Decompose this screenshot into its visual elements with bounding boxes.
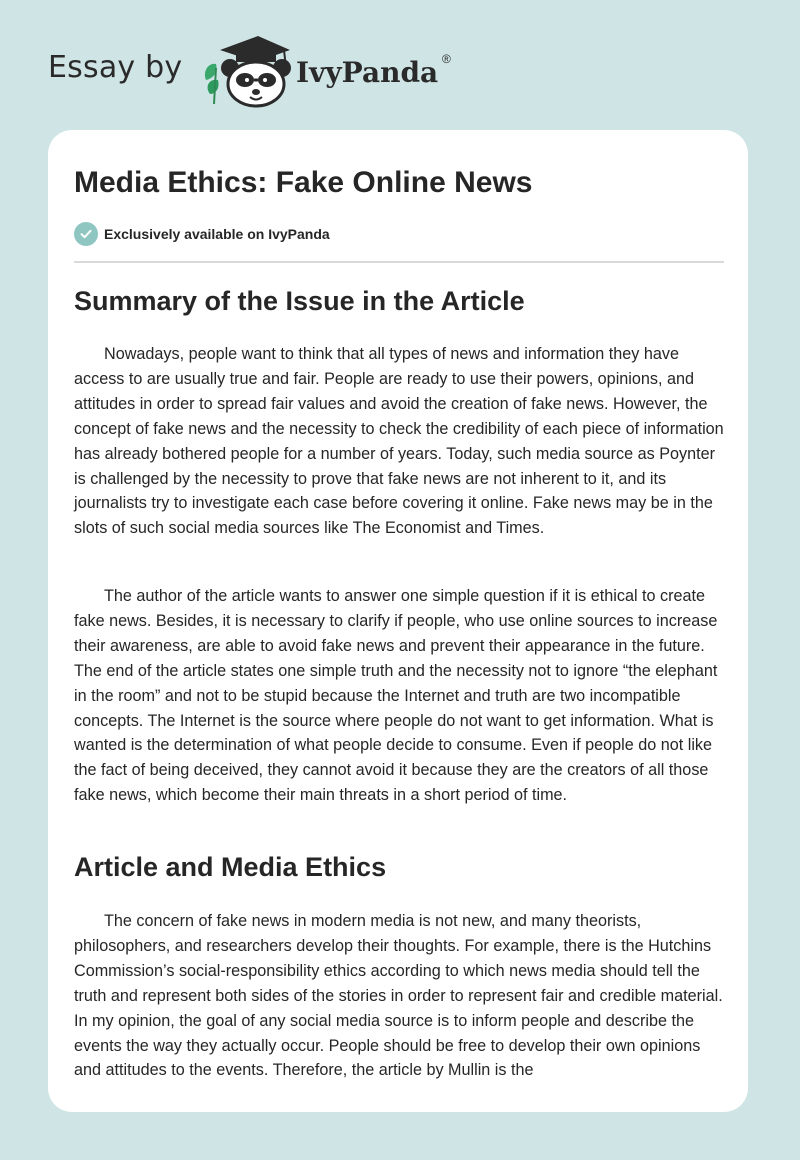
essay-by-label: Essay by xyxy=(48,50,183,85)
title-divider xyxy=(74,261,724,263)
exclusive-badge-label: Exclusively available on IvyPanda xyxy=(104,226,330,242)
brand-name[interactable]: IvyPanda xyxy=(296,56,439,89)
registered-mark: ® xyxy=(442,52,451,66)
page-title: Media Ethics: Fake Online News xyxy=(74,166,533,199)
exclusive-badge xyxy=(74,221,330,247)
paragraph: The concern of fake news in modern media is not new, and many theorists, philosophers, and researchers develop their thoughts. For example, there is the Hutchins Commission’s social-responsibility ethics according to which news media should tell the truth and represent both sides of the stories in order to represent fair and credible material. In my opinion, the goal of any social media source is to inform people and describe the events the way they actually occur. People should be free to develop their own opinions and attitudes to the events. Therefore, the article by Mullin is the xyxy=(74,912,723,1080)
paragraph: The author of the article wants to answer one simple question if it is ethical to create fake news. Besides, it is necessary to clarify if people, who use online sources to increase their awareness, are able to avoid fake news and prevent their appearance in the future. The end of the article states one simple truth and the necessity not to ignore “the elephant in the room” and not to be stupid because the Internet and truth are two incompatible concepts. The Internet is the source where people do not want to get information. What is wanted is the determination of what people decide to consume. Even if people do not like the fact of being deceived, they cannot avoid it because they are the creators of all those fake news, which become their main threats in a short period of time. xyxy=(74,587,718,805)
site-header xyxy=(48,30,752,110)
panda-logo-icon[interactable] xyxy=(200,34,292,108)
paragraph: Nowadays, people want to think that all types of news and information they have access to are usually true and fair. People are ready to use their powers, opinions, and attitudes in order to spread fair values and avoid the creation of fake news. However, the concept of fake news and the necessity to check the credibility of each piece of information has already bothered people for a number of years. Today, such media source as Poynter is challenged by the necessity to prove that fake news are not inherent to it, and its journalists try to investigate each case before covering it online. Fake news may be in the slots of such social media sources like The Economist and Times. xyxy=(74,345,724,538)
section-heading-ethics: Article and Media Ethics xyxy=(74,852,387,882)
section-heading-summary: Summary of the Issue in the Article xyxy=(74,286,525,316)
check-circle-icon xyxy=(74,222,98,246)
essay-card xyxy=(48,130,748,1112)
